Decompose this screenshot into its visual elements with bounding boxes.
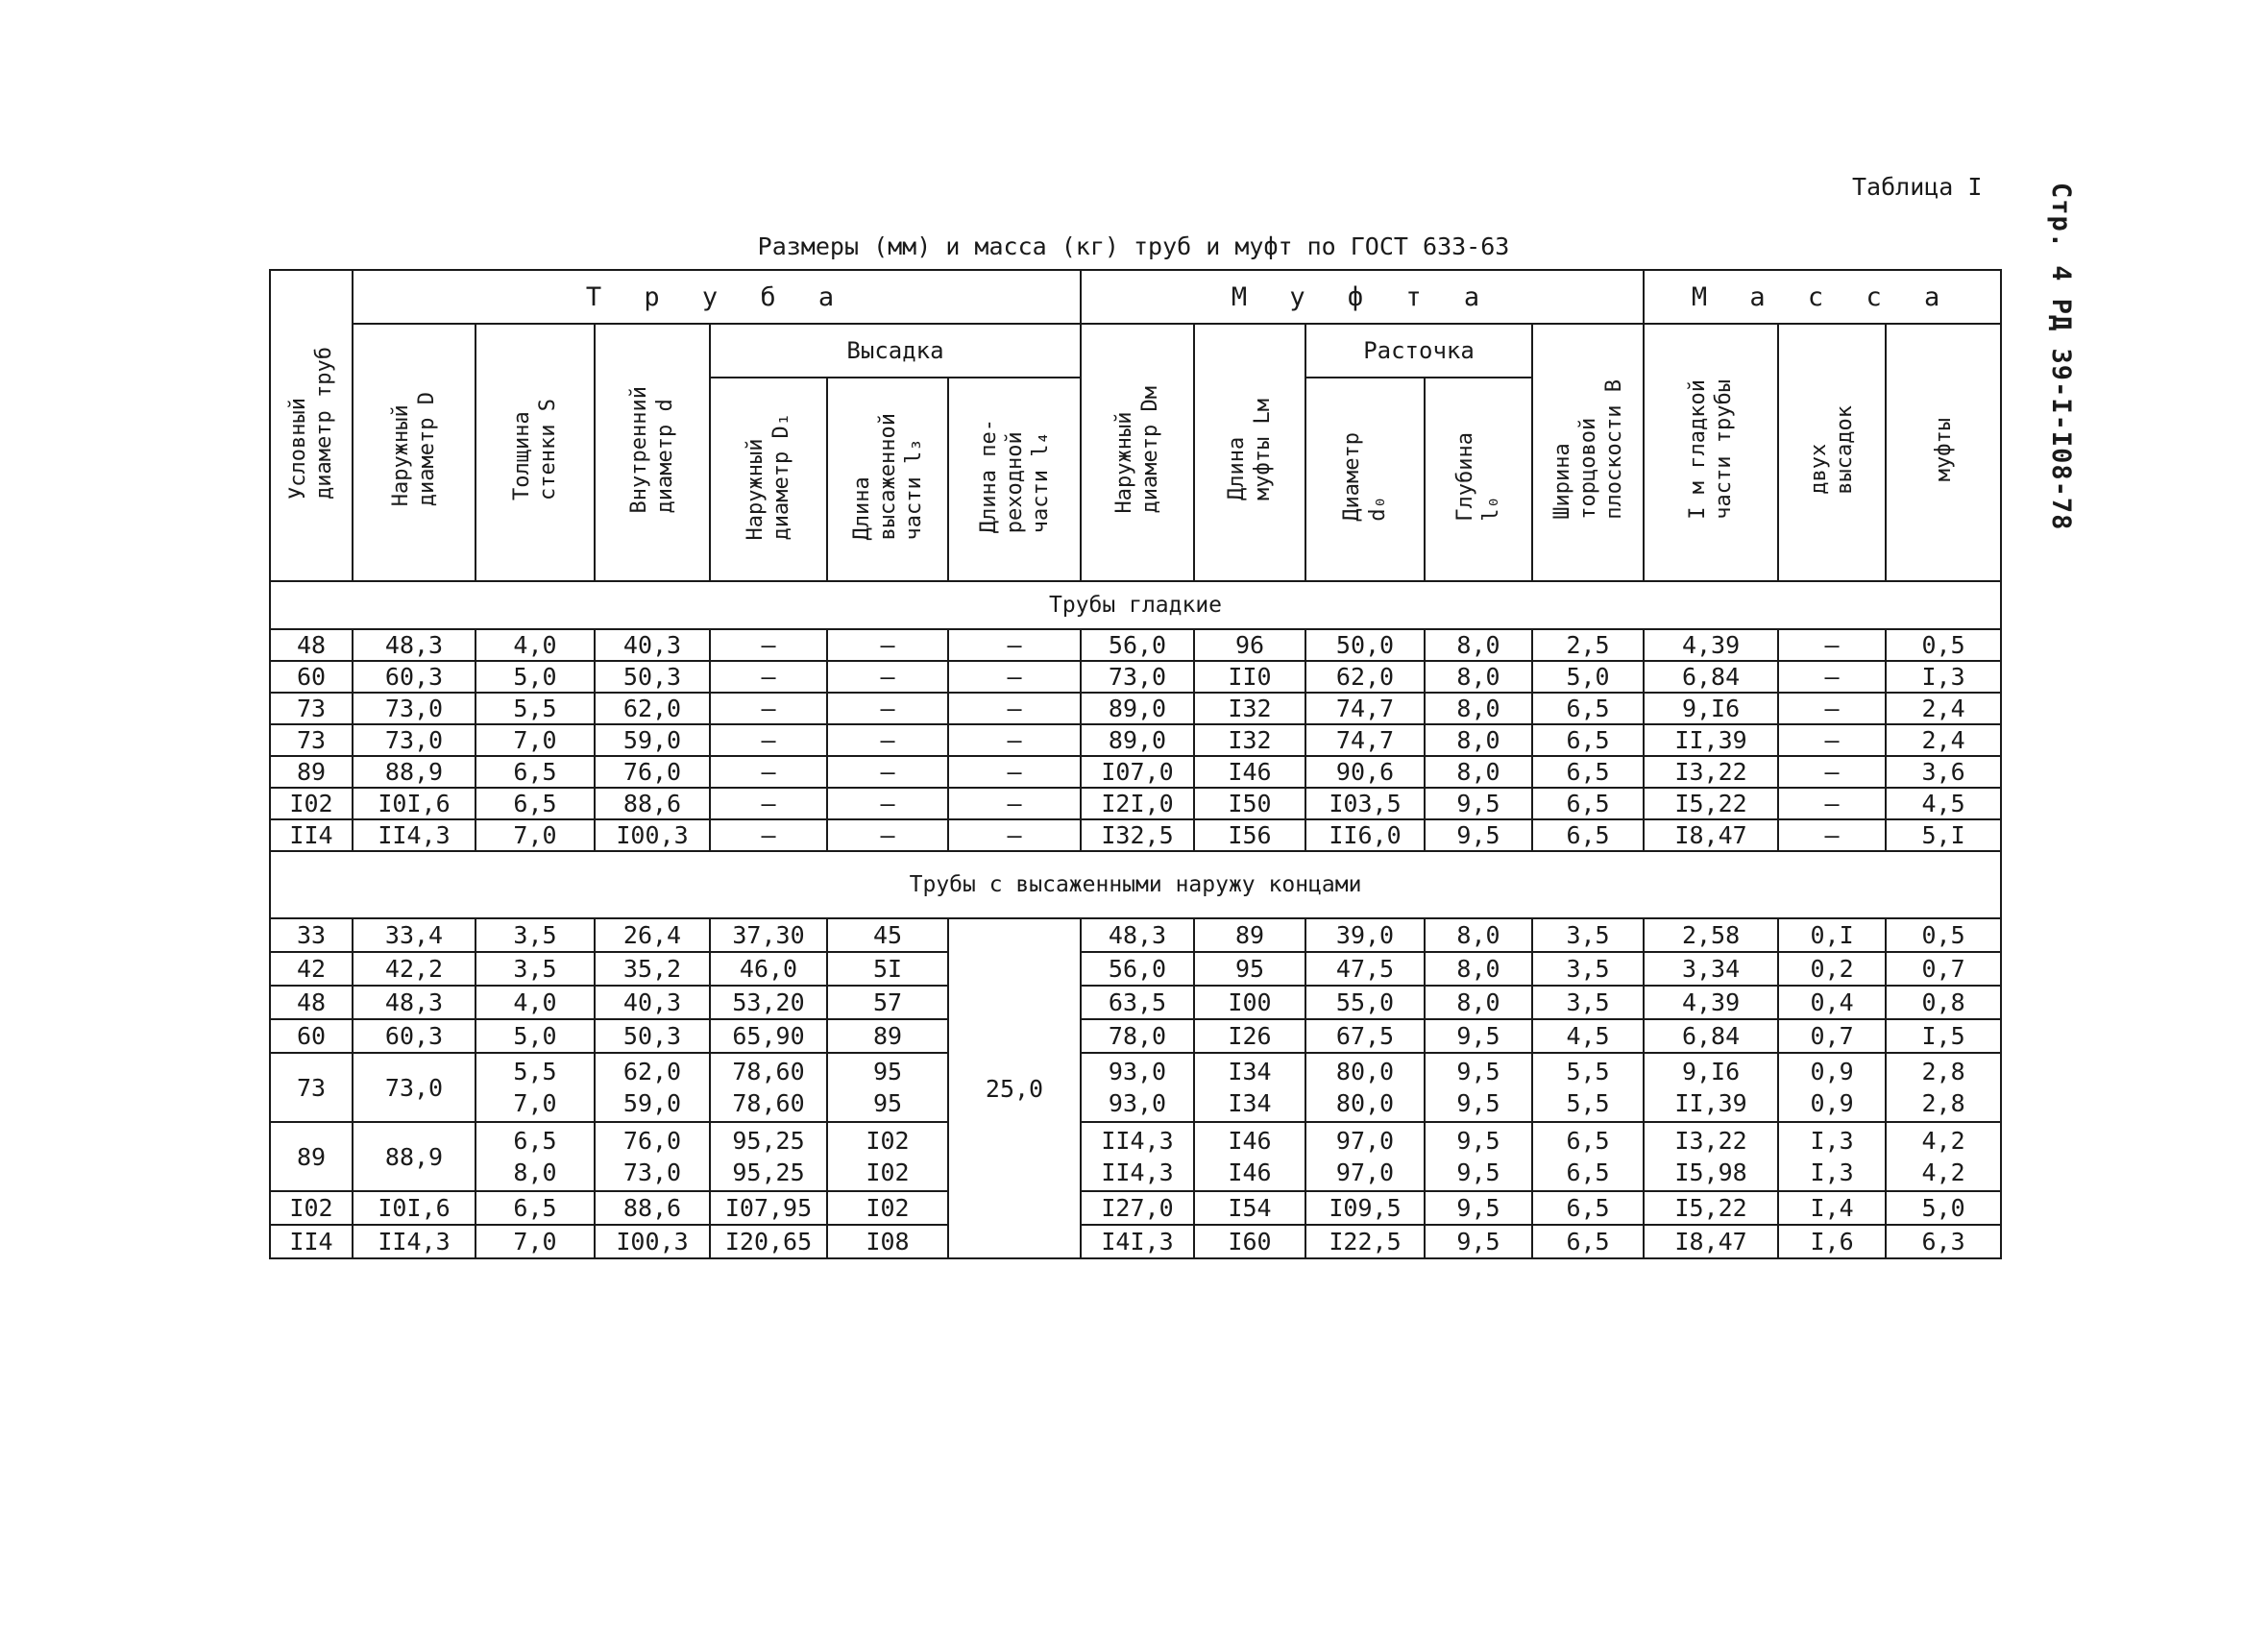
table-cell: I32 xyxy=(1194,724,1305,756)
table-cell: 9,5 9,5 xyxy=(1425,1053,1532,1122)
table-cell: I50 xyxy=(1194,788,1305,819)
table-cell: – xyxy=(1778,819,1886,851)
header-mufta: М у ф т а xyxy=(1081,270,1644,324)
table-cell: 80,0 80,0 xyxy=(1305,1053,1425,1122)
table-cell: – xyxy=(827,724,948,756)
header-col: Наружный диаметр Dм xyxy=(1081,324,1194,581)
header-col: Наружный диаметр D₁ xyxy=(710,378,827,581)
table-cell: 3,5 xyxy=(1532,986,1644,1019)
table-cell: 48 xyxy=(270,629,353,661)
table-cell: – xyxy=(948,693,1081,724)
table-cell: I00,3 xyxy=(595,1225,710,1258)
table-cell: 8,0 xyxy=(1425,756,1532,788)
table-cell: 50,0 xyxy=(1305,629,1425,661)
table-cell: I,5 xyxy=(1886,1019,2001,1053)
header-col: Длина муфты Lм xyxy=(1194,324,1305,581)
table-cell: 53,20 xyxy=(710,986,827,1019)
table-cell: 89,0 xyxy=(1081,693,1194,724)
table-cell: I5,22 xyxy=(1644,788,1778,819)
merged-l4-cell: 25,0 xyxy=(948,918,1081,1258)
table-row xyxy=(270,918,2001,952)
table-cell: 88,9 xyxy=(353,1122,476,1191)
table-cell: I32,5 xyxy=(1081,819,1194,851)
header-col: Толщина стенки S xyxy=(476,324,595,581)
table-cell: 46,0 xyxy=(710,952,827,986)
table-cell: 5,I xyxy=(1886,819,2001,851)
table-cell: II4,3 xyxy=(353,819,476,851)
table-cell: 9,5 xyxy=(1425,1225,1532,1258)
table-cell: – xyxy=(827,693,948,724)
table-cell: I09,5 xyxy=(1305,1191,1425,1225)
table-cell: 93,0 93,0 xyxy=(1081,1053,1194,1122)
table-cell: 74,7 xyxy=(1305,724,1425,756)
table-cell: 73 xyxy=(270,724,353,756)
header-col: Ширина торцовой плоскости B xyxy=(1532,324,1644,581)
table-cell: 4,5 xyxy=(1532,1019,1644,1053)
table-cell: I0I,6 xyxy=(353,788,476,819)
table-cell: 5,0 xyxy=(476,1019,595,1053)
table-cell: 48,3 xyxy=(353,986,476,1019)
header-col: Глубина l₀ xyxy=(1425,378,1532,581)
table-cell: 6,5 xyxy=(1532,693,1644,724)
section-title: Трубы с высаженными наружу концами xyxy=(270,851,2001,918)
table-cell: 9,I6 xyxy=(1644,693,1778,724)
table-cell: 9,5 xyxy=(1425,819,1532,851)
table-cell: 50,3 xyxy=(595,661,710,693)
table-cell: I00 xyxy=(1194,986,1305,1019)
table-cell: 88,6 xyxy=(595,1191,710,1225)
table-cell: 95 95 xyxy=(827,1053,948,1122)
table-row xyxy=(270,986,2001,1019)
table-cell: II,39 xyxy=(1644,724,1778,756)
table-cell: 90,6 xyxy=(1305,756,1425,788)
table-cell: I02 xyxy=(270,1191,353,1225)
header-col: Внутренний диаметр d xyxy=(595,324,710,581)
table-cell: 42,2 xyxy=(353,952,476,986)
table-cell: 76,0 xyxy=(595,756,710,788)
table-row xyxy=(270,1225,2001,1258)
header-col: двух высадок xyxy=(1778,324,1886,581)
table-cell: 60 xyxy=(270,661,353,693)
table-cell: 57 xyxy=(827,986,948,1019)
table-row xyxy=(270,1053,2001,1122)
table-cell: 56,0 xyxy=(1081,952,1194,986)
table-cell: 5,5 xyxy=(476,693,595,724)
table-cell: 0,5 xyxy=(1886,918,2001,952)
table-cell: 89,0 xyxy=(1081,724,1194,756)
table-cell: 4,0 xyxy=(476,629,595,661)
table-cell: 50,3 xyxy=(595,1019,710,1053)
table-cell: 62,0 xyxy=(1305,661,1425,693)
table-cell: – xyxy=(1778,661,1886,693)
table-cell: 3,6 xyxy=(1886,756,2001,788)
table-cell: 5,0 xyxy=(1532,661,1644,693)
table-cell: 56,0 xyxy=(1081,629,1194,661)
table-cell: 4,39 xyxy=(1644,629,1778,661)
table-cell: I46 xyxy=(1194,756,1305,788)
table-cell: 78,0 xyxy=(1081,1019,1194,1053)
table-cell: 9,5 9,5 xyxy=(1425,1122,1532,1191)
table-row xyxy=(270,1019,2001,1053)
table-cell: 40,3 xyxy=(595,986,710,1019)
table-cell: I34 I34 xyxy=(1194,1053,1305,1122)
table-cell: 3,34 xyxy=(1644,952,1778,986)
table-cell: 74,7 xyxy=(1305,693,1425,724)
header-vysadka: Высадка xyxy=(710,324,1081,378)
table-row xyxy=(270,693,2001,724)
table-cell: 5,0 xyxy=(476,661,595,693)
header-col: I м гладкой части трубы xyxy=(1644,324,1778,581)
table-cell: 2,8 2,8 xyxy=(1886,1053,2001,1122)
table-cell: 9,5 xyxy=(1425,1191,1532,1225)
table-cell: 3,5 xyxy=(1532,952,1644,986)
table-cell: I54 xyxy=(1194,1191,1305,1225)
header-massa: М а с с а xyxy=(1644,270,2001,324)
table-cell: – xyxy=(710,788,827,819)
table-cell: I03,5 xyxy=(1305,788,1425,819)
table-cell: 40,3 xyxy=(595,629,710,661)
table-label: Таблица I xyxy=(1852,173,1983,201)
table-cell: 62,0 59,0 xyxy=(595,1053,710,1122)
table-cell: 0,I xyxy=(1778,918,1886,952)
table-cell: 67,5 xyxy=(1305,1019,1425,1053)
table-cell: I00,3 xyxy=(595,819,710,851)
table-row xyxy=(270,661,2001,693)
table-cell: 48,3 xyxy=(1081,918,1194,952)
section-title: Трубы гладкие xyxy=(270,581,2001,629)
table-cell: 62,0 xyxy=(595,693,710,724)
table-cell: 55,0 xyxy=(1305,986,1425,1019)
table-caption: Размеры (мм) и масса (кг) труб и муфт по ГОСТ 633-63 xyxy=(757,232,1510,260)
table-cell: – xyxy=(948,724,1081,756)
table-cell: 89 xyxy=(827,1019,948,1053)
table-cell: 2,4 xyxy=(1886,724,2001,756)
table-cell: – xyxy=(710,629,827,661)
table-cell: I0I,6 xyxy=(353,1191,476,1225)
table-cell: 4,39 xyxy=(1644,986,1778,1019)
table-cell: I8,47 xyxy=(1644,819,1778,851)
table-cell: 6,5 xyxy=(476,756,595,788)
table-cell: I46 I46 xyxy=(1194,1122,1305,1191)
table-cell: 8,0 xyxy=(1425,724,1532,756)
table-cell: 8,0 xyxy=(1425,629,1532,661)
table-cell: I02 xyxy=(270,788,353,819)
table-cell: 73,0 xyxy=(353,693,476,724)
table-cell: 8,0 xyxy=(1425,918,1532,952)
table-cell: II4 xyxy=(270,1225,353,1258)
table-cell: – xyxy=(1778,693,1886,724)
table-cell: – xyxy=(1778,788,1886,819)
table-cell: 26,4 xyxy=(595,918,710,952)
table-cell: 7,0 xyxy=(476,1225,595,1258)
table-row xyxy=(270,819,2001,851)
table-cell: 0,7 xyxy=(1886,952,2001,986)
table-cell: 3,5 xyxy=(476,918,595,952)
table-row xyxy=(270,788,2001,819)
table-cell: 2,4 xyxy=(1886,693,2001,724)
table-cell: 6,5 xyxy=(1532,1191,1644,1225)
table-cell: 0,8 xyxy=(1886,986,2001,1019)
table-cell: – xyxy=(710,724,827,756)
header-rastochka: Расточка xyxy=(1305,324,1532,378)
table-cell: 6,3 xyxy=(1886,1225,2001,1258)
table-cell: I4I,3 xyxy=(1081,1225,1194,1258)
table-cell: 8,0 xyxy=(1425,661,1532,693)
table-cell: II4,3 II4,3 xyxy=(1081,1122,1194,1191)
table-cell: 6,5 xyxy=(476,788,595,819)
table-cell: 73,0 xyxy=(353,1053,476,1122)
table-row xyxy=(270,724,2001,756)
table-cell: I07,0 xyxy=(1081,756,1194,788)
table-cell: I32 xyxy=(1194,693,1305,724)
table-cell: 6,5 8,0 xyxy=(476,1122,595,1191)
table-cell: 73 xyxy=(270,693,353,724)
table-cell: – xyxy=(1778,724,1886,756)
table-cell: 4,5 xyxy=(1886,788,2001,819)
table-cell: 60,3 xyxy=(353,661,476,693)
table-cell: 89 xyxy=(270,756,353,788)
table-cell: – xyxy=(1778,629,1886,661)
table-cell: 6,84 xyxy=(1644,661,1778,693)
table-cell: 33 xyxy=(270,918,353,952)
table-cell: 6,5 6,5 xyxy=(1532,1122,1644,1191)
table-row xyxy=(270,1191,2001,1225)
table-cell: I3,22 I5,98 xyxy=(1644,1122,1778,1191)
table-cell: – xyxy=(948,629,1081,661)
table-cell: I3,22 xyxy=(1644,756,1778,788)
table-cell: 89 xyxy=(1194,918,1305,952)
header-uslovny: Условный диаметр труб xyxy=(270,270,353,581)
table-cell: I26 xyxy=(1194,1019,1305,1053)
header-col: Длина высаженной части l₃ xyxy=(827,378,948,581)
table-cell: 6,5 xyxy=(1532,756,1644,788)
table-cell: 9,5 xyxy=(1425,788,1532,819)
table-cell: I,3 xyxy=(1886,661,2001,693)
table-cell: 95,25 95,25 xyxy=(710,1122,827,1191)
page-code: Стр. 4 РД 39-I-I08-78 xyxy=(2046,183,2076,531)
table-cell: II4 xyxy=(270,819,353,851)
table-cell: 0,7 xyxy=(1778,1019,1886,1053)
pipe-dimensions-table xyxy=(269,269,2002,1259)
table-cell: II6,0 xyxy=(1305,819,1425,851)
table-cell: 39,0 xyxy=(1305,918,1425,952)
table-cell: – xyxy=(710,819,827,851)
header-truba: Т р у б а xyxy=(353,270,1081,324)
table-cell: 7,0 xyxy=(476,724,595,756)
table-cell: – xyxy=(827,756,948,788)
table-row xyxy=(270,756,2001,788)
table-cell: 60,3 xyxy=(353,1019,476,1053)
table-cell: I02 I02 xyxy=(827,1122,948,1191)
table-cell: 6,84 xyxy=(1644,1019,1778,1053)
table-cell: I2I,0 xyxy=(1081,788,1194,819)
table-cell: I02 xyxy=(827,1191,948,1225)
table-cell: I60 xyxy=(1194,1225,1305,1258)
table-row xyxy=(270,629,2001,661)
table-cell: – xyxy=(710,693,827,724)
table-cell: 8,0 xyxy=(1425,986,1532,1019)
table-cell: 73,0 xyxy=(1081,661,1194,693)
table-cell: 6,5 xyxy=(476,1191,595,1225)
table-cell: 8,0 xyxy=(1425,693,1532,724)
table-cell: 42 xyxy=(270,952,353,986)
header-col: Диаметр d₀ xyxy=(1305,378,1425,581)
table-cell: 7,0 xyxy=(476,819,595,851)
table-cell: 65,90 xyxy=(710,1019,827,1053)
table-cell: 88,6 xyxy=(595,788,710,819)
table-cell: – xyxy=(710,756,827,788)
table-cell: 3,5 xyxy=(476,952,595,986)
table-cell: 6,5 xyxy=(1532,788,1644,819)
header-col: Наружный диаметр D xyxy=(353,324,476,581)
table-cell: 95 xyxy=(1194,952,1305,986)
table-row xyxy=(270,1122,2001,1191)
table-cell: 6,5 xyxy=(1532,724,1644,756)
table-cell: 48,3 xyxy=(353,629,476,661)
table-cell: – xyxy=(1778,756,1886,788)
table-cell: 89 xyxy=(270,1122,353,1191)
table-row xyxy=(270,952,2001,986)
table-cell: I22,5 xyxy=(1305,1225,1425,1258)
table-cell: 48 xyxy=(270,986,353,1019)
table-cell: 4,2 4,2 xyxy=(1886,1122,2001,1191)
table-cell: 0,5 xyxy=(1886,629,2001,661)
table-cell: 5,5 5,5 xyxy=(1532,1053,1644,1122)
table-cell: 6,5 xyxy=(1532,1225,1644,1258)
header-col: Длина пе- реходной части l₄ xyxy=(948,378,1081,581)
table-cell: 9,I6 II,39 xyxy=(1644,1053,1778,1122)
table-cell: 2,58 xyxy=(1644,918,1778,952)
table-cell: – xyxy=(948,661,1081,693)
table-cell: I27,0 xyxy=(1081,1191,1194,1225)
table-cell: – xyxy=(827,819,948,851)
table-cell: 59,0 xyxy=(595,724,710,756)
table-cell: 97,0 97,0 xyxy=(1305,1122,1425,1191)
table-cell: 5,5 7,0 xyxy=(476,1053,595,1122)
table-cell: 76,0 73,0 xyxy=(595,1122,710,1191)
table-cell: 47,5 xyxy=(1305,952,1425,986)
table-cell: – xyxy=(710,661,827,693)
table-cell: 88,9 xyxy=(353,756,476,788)
table-cell: 5I xyxy=(827,952,948,986)
table-cell: – xyxy=(827,788,948,819)
table-cell: 0,2 xyxy=(1778,952,1886,986)
table-cell: I,6 xyxy=(1778,1225,1886,1258)
table-cell: 4,0 xyxy=(476,986,595,1019)
table-cell: I8,47 xyxy=(1644,1225,1778,1258)
table-cell: I5,22 xyxy=(1644,1191,1778,1225)
table-cell: 60 xyxy=(270,1019,353,1053)
table-cell: 5,0 xyxy=(1886,1191,2001,1225)
table-cell: 33,4 xyxy=(353,918,476,952)
table-cell: 6,5 xyxy=(1532,819,1644,851)
table-cell: 9,5 xyxy=(1425,1019,1532,1053)
table-cell: – xyxy=(827,629,948,661)
table-cell: – xyxy=(948,788,1081,819)
header-col: муфты xyxy=(1886,324,2001,581)
table-cell: 73 xyxy=(270,1053,353,1122)
table-cell: 3,5 xyxy=(1532,918,1644,952)
table-cell: 0,9 0,9 xyxy=(1778,1053,1886,1122)
table-cell: I20,65 xyxy=(710,1225,827,1258)
table-cell: I07,95 xyxy=(710,1191,827,1225)
table-cell: – xyxy=(827,661,948,693)
table-cell: 0,4 xyxy=(1778,986,1886,1019)
table-cell: 8,0 xyxy=(1425,952,1532,986)
table-cell: I,3 I,3 xyxy=(1778,1122,1886,1191)
table-cell: 37,30 xyxy=(710,918,827,952)
table-cell: 35,2 xyxy=(595,952,710,986)
table-cell: I08 xyxy=(827,1225,948,1258)
table-cell: 2,5 xyxy=(1532,629,1644,661)
table-cell: I56 xyxy=(1194,819,1305,851)
table-cell: I,4 xyxy=(1778,1191,1886,1225)
table-cell: 78,60 78,60 xyxy=(710,1053,827,1122)
table-cell: 45 xyxy=(827,918,948,952)
table-cell: 96 xyxy=(1194,629,1305,661)
table-cell: II0 xyxy=(1194,661,1305,693)
table-cell: – xyxy=(948,819,1081,851)
table-cell: II4,3 xyxy=(353,1225,476,1258)
table-cell: 63,5 xyxy=(1081,986,1194,1019)
table-cell: 73,0 xyxy=(353,724,476,756)
table-cell: – xyxy=(948,756,1081,788)
